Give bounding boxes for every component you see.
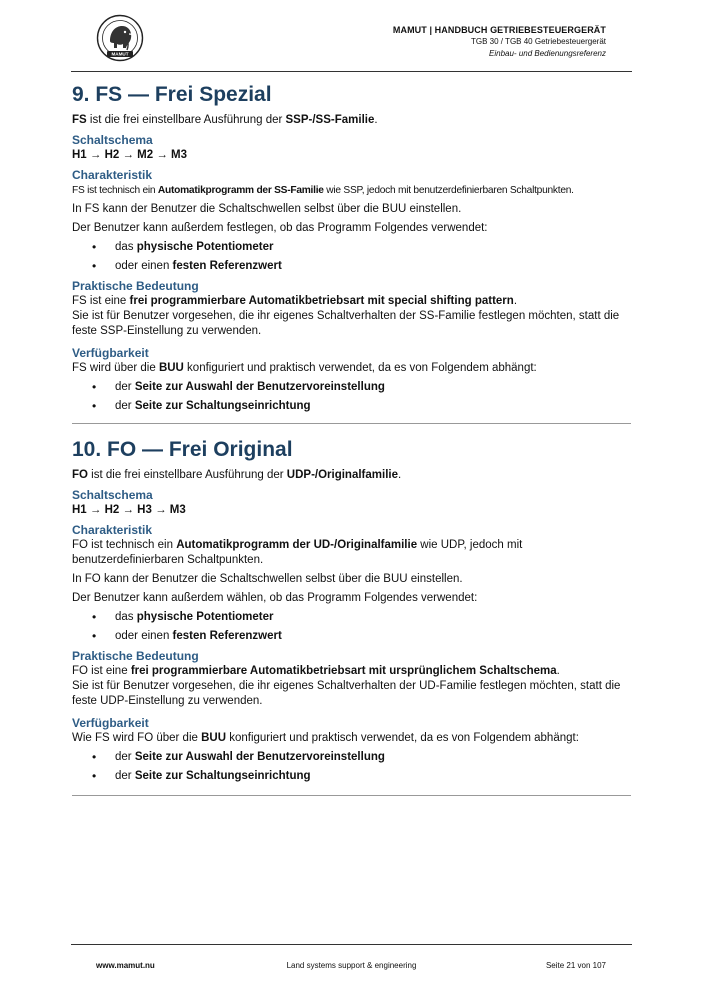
subheading-schaltschema: Schaltschema <box>72 133 153 147</box>
section-fs <box>72 80 628 414</box>
availability-text: Wie FS wird FO über die BUU konfiguriert und praktisch verwendet, da es von Folgendem abhängt: <box>72 732 579 744</box>
subheading-charakteristik: Charakteristik <box>72 523 153 537</box>
list-item: • das physische Potentiometer <box>72 240 628 255</box>
subheading-schaltschema: Schaltschema <box>72 488 153 502</box>
option-list <box>72 240 628 274</box>
document-header <box>393 24 606 60</box>
option-list <box>72 610 628 644</box>
header-title: MAMUT | HANDBUCH GETRIEBESTEUERGERÄT <box>392 25 606 35</box>
characteristic-text-2: In FO kann der Benutzer die Schaltschwellen selbst über die BUU einstellen. <box>72 573 463 585</box>
practical-text-2: Sie ist für Benutzer vorgesehen, die ihr eigenes Schaltverhalten der SS-Familie festlegen möchten, statt die feste SSP-Einstellung zu verwenden. <box>72 310 620 337</box>
footer-divider <box>71 944 632 945</box>
list-item: • der Seite zur Schaltungseinrichtung <box>72 399 628 414</box>
list-item: • der Seite zur Auswahl der Benutzervoreinstellung <box>72 380 628 395</box>
shift-schema: H1 → H2 → H3 → M3 <box>72 504 186 516</box>
availability-text: FS wird über die BUU konfiguriert und praktisch verwendet, da es von Folgendem abhängt: <box>72 362 537 374</box>
footer-page-number: Seite 21 von 107 <box>545 961 606 970</box>
practical-text: FS ist eine frei programmierbare Automatikbetriebsart mit special shifting pattern. <box>72 295 518 307</box>
characteristic-text: FO ist technisch ein Automatikprogramm der UD-/Originalfamilie wie UDP, jedoch mit benutzerdefinierbaren Schaltpunkten. <box>72 539 523 566</box>
subheading-praktische-bedeutung: Praktische Bedeutung <box>72 279 199 293</box>
section-fo <box>72 435 628 784</box>
characteristic-text-2: In FS kann der Benutzer die Schaltschwellen selbst über die BUU einstellen. <box>72 203 462 215</box>
footer-website: www.mamut.nu <box>96 961 155 970</box>
section-divider <box>72 795 631 796</box>
subheading-charakteristik: Charakteristik <box>72 168 153 182</box>
page-content <box>72 80 628 796</box>
availability-list <box>72 380 628 414</box>
svg-text:MAMUT: MAMUT <box>111 51 129 57</box>
subheading-verfuegbarkeit: Verfügbarkeit <box>72 716 149 730</box>
section-heading: 10. FO — Frei Original <box>72 438 293 461</box>
shift-schema: H1 → H2 → M2 → M3 <box>72 149 188 161</box>
list-item: • das physische Potentiometer <box>72 610 628 625</box>
header-subtitle-2: Einbau- und Bedienungsreferenz <box>489 49 606 58</box>
list-item: • der Seite zur Auswahl der Benutzervoreinstellung <box>72 750 628 765</box>
practical-text: FO ist eine frei programmierbare Automatikbetriebsart mit ursprünglichem Schaltschema. <box>72 665 560 677</box>
practical-text-2: Sie ist für Benutzer vorgesehen, die ihr eigenes Schaltverhalten der UD-Familie festlegen möchten, statt die feste UDP-Einstellung zu verwenden. <box>72 680 621 707</box>
characteristic-text-3: Der Benutzer kann außerdem festlegen, ob das Programm Folgendes verwendet: <box>72 222 488 234</box>
characteristic-text-3: Der Benutzer kann außerdem wählen, ob das Programm Folgendes verwendet: <box>72 592 478 604</box>
section-intro: FO ist die frei einstellbare Ausführung der UDP-/Originalfamilie. <box>72 469 402 481</box>
subheading-verfuegbarkeit: Verfügbarkeit <box>72 346 149 360</box>
availability-list <box>72 750 628 784</box>
header-divider <box>71 71 632 72</box>
list-item: • der Seite zur Schaltungseinrichtung <box>72 769 628 784</box>
section-intro: FS ist die frei einstellbare Ausführung der SSP-/SS-Familie. <box>72 114 378 126</box>
footer-tagline: Land systems support & engineering <box>286 961 417 970</box>
header-subtitle: TGB 30 / TGB 40 Getriebesteuergerät <box>470 37 606 46</box>
subheading-praktische-bedeutung: Praktische Bedeutung <box>72 649 199 663</box>
section-heading: 9. FS — Frei Spezial <box>72 83 272 106</box>
list-item: • oder einen festen Referenzwert <box>72 629 628 644</box>
section-divider <box>72 423 631 424</box>
characteristic-text: FS ist technisch ein Automatikprogramm der SS-Familie wie SSP, jedoch mit benutzerdefinierbaren Schaltpunkten. <box>72 185 574 196</box>
list-item: • oder einen festen Referenzwert <box>72 259 628 274</box>
mamut-logo <box>96 14 144 62</box>
